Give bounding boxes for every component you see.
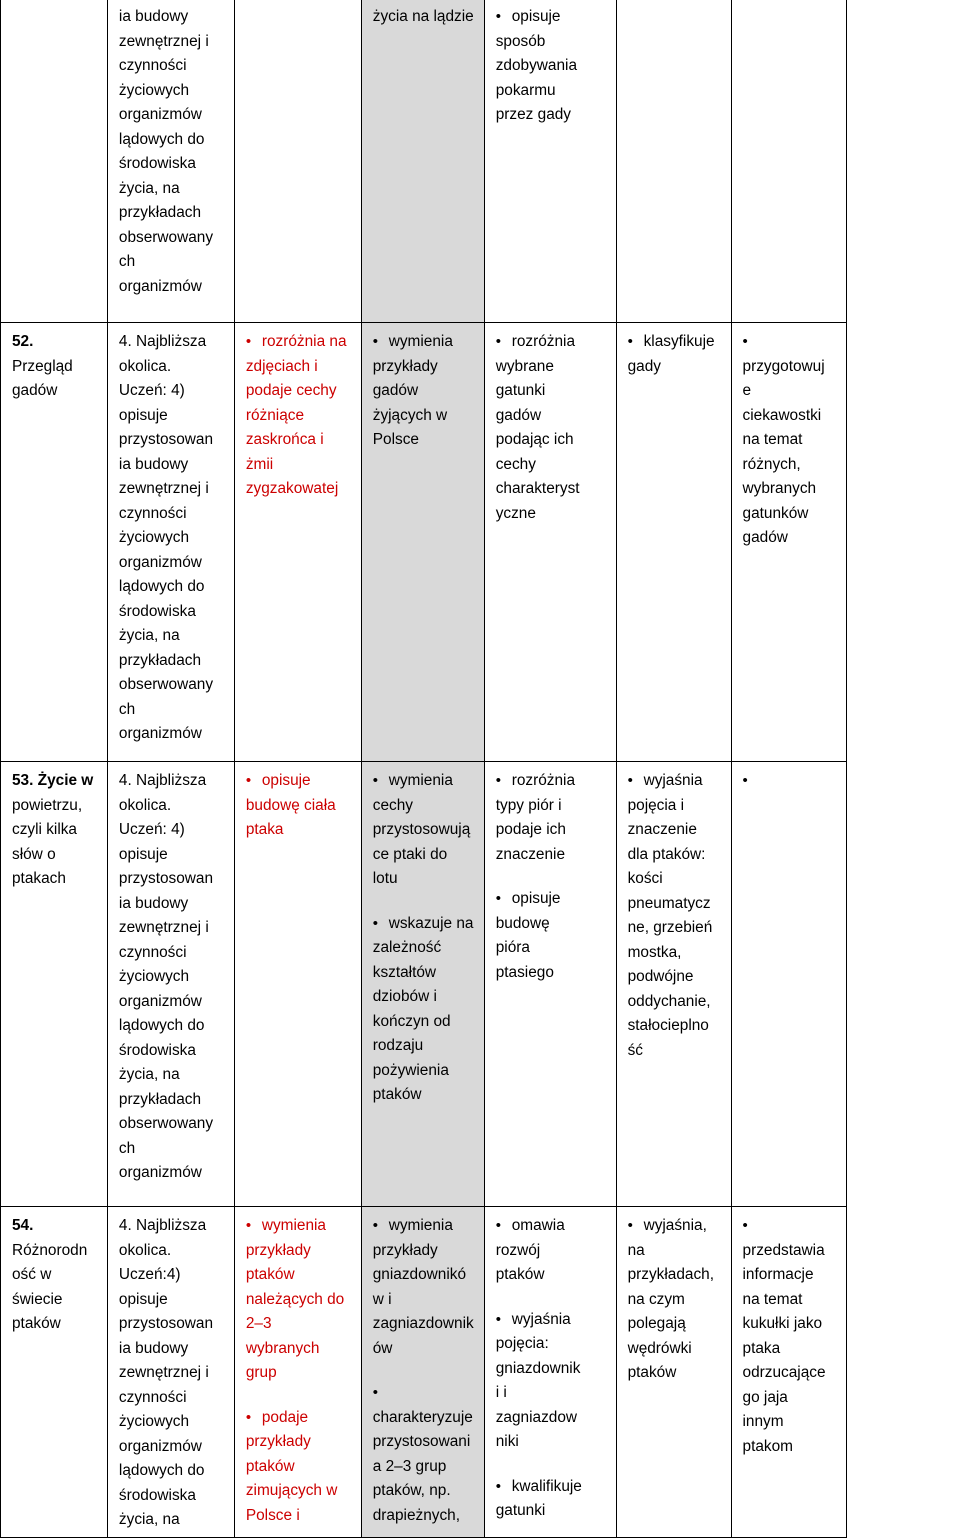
bullet-continuation: e: [742, 382, 752, 399]
requirement-line: środowiska: [118, 155, 196, 172]
requirement-line: zewnętrznej i: [118, 480, 209, 497]
requirement-line: ia budowy: [118, 894, 189, 912]
bullet-continuation: ptaków: [627, 1364, 677, 1381]
bullet-continuation: Polsce i: [245, 1506, 300, 1524]
topic-line: Różnorodn: [12, 1241, 88, 1259]
bullet-continuation: znaczenie: [495, 845, 566, 863]
level-dopelniajacy-cell: [616, 0, 731, 323]
topic-cell: [1, 0, 108, 323]
level-wykraczajacy-cell: [731, 762, 847, 1207]
bullet-continuation: cechy: [372, 796, 413, 814]
bullet-continuation: pióra: [495, 939, 530, 956]
requirement-line: Uczeń:4): [118, 1266, 181, 1283]
requirement-line: zewnętrznej i: [118, 1364, 209, 1381]
requirement-line: obserwowany: [118, 1115, 214, 1132]
bullet-continuation: ptaków: [372, 1086, 422, 1103]
bullet-continuation: zdobywania: [495, 57, 578, 74]
bullet-continuation: podaje cechy: [245, 382, 337, 399]
bullet-continuation: zdjęciach i: [245, 357, 318, 375]
bullet-continuation: pożywienia: [372, 1061, 449, 1079]
bullet-item: • rozróżnia na: [246, 330, 357, 355]
requirement-line: środowiska: [118, 602, 196, 620]
requirements-cell: [107, 0, 234, 323]
bullet-continuation: wybranych: [245, 1339, 320, 1357]
requirement-line: ch: [118, 1139, 136, 1157]
topic-line: ptaków: [12, 1315, 61, 1332]
topic-cell: [1, 762, 108, 1207]
bullet-item: [743, 330, 843, 355]
requirement-line: życia, na: [118, 1511, 180, 1528]
level-rozszerzony-cell: [484, 323, 616, 762]
bullet-continuation: Polsce: [372, 431, 419, 448]
bullet-continuation: należących do: [245, 1290, 345, 1308]
level-dopelniajacy-cell: [616, 762, 731, 1207]
requirement-line: organizmów: [118, 277, 202, 295]
topic-line: słów o: [12, 845, 56, 863]
requirement-line: opisuje: [118, 1290, 168, 1308]
bullet-continuation: gadów: [495, 406, 542, 424]
bullet-continuation: ptaków, np.: [372, 1482, 451, 1499]
requirements-cell: [107, 762, 234, 1207]
requirement-line: zewnętrznej i: [118, 32, 209, 50]
requirement-line: przystosowan: [118, 870, 214, 887]
bullet-item: • kwalifikuje: [496, 1475, 612, 1500]
bullet-continuation: zygzakowatej: [245, 480, 339, 497]
level-rozszerzony-cell: [484, 1207, 616, 1538]
requirement-line: okolica.: [118, 796, 172, 814]
bullet-continuation: podwójne: [627, 968, 694, 985]
bullet-continuation: drapieżnych,: [372, 1506, 461, 1524]
requirement-line: ia budowy: [118, 1339, 189, 1357]
bullet-continuation: stałocieplno: [627, 1017, 709, 1034]
requirement-line: obserwowany: [118, 228, 214, 246]
bullet-continuation: przez gady: [495, 106, 572, 123]
bullet-item: • wyjaśnia: [496, 1308, 612, 1333]
bullet-item: [373, 1381, 480, 1406]
requirement-line: życiowych: [118, 1413, 190, 1430]
level-podstawowy-cell: [361, 1207, 484, 1538]
requirement-line: życia, na: [118, 1066, 180, 1083]
bullet-continuation: dla ptaków:: [627, 845, 706, 863]
bullet-continuation: gadów: [742, 529, 788, 546]
bullet-continuation: kości: [627, 870, 663, 887]
bullet-continuation: przystosowani: [372, 1433, 471, 1450]
bullet-continuation: ów: [372, 1339, 393, 1357]
requirement-line: czynności: [118, 57, 187, 74]
requirement-line: lądowych do: [118, 1462, 205, 1479]
topic-line: czyli kilka: [12, 821, 77, 838]
topic-line: powietrzu,: [12, 796, 83, 814]
level-konieczny-cell: [234, 323, 361, 762]
requirement-line: lądowych do: [118, 578, 205, 595]
topic-line: Przegląd: [12, 357, 73, 375]
level-podstawowy-cell: [361, 323, 484, 762]
bullet-gap: [496, 1288, 612, 1308]
bullet-item: • rozróżnia: [496, 330, 612, 355]
bullet-item: [743, 1214, 843, 1239]
bullet-continuation: budowę ciała: [245, 796, 336, 814]
topic-line: 54.: [12, 1217, 34, 1234]
table-row: [1, 323, 960, 762]
bullet-item: • opisuje: [496, 887, 612, 912]
bullet-continuation: gadów: [372, 382, 419, 399]
bullet-continuation: charakteryst: [495, 480, 580, 497]
bullet-continuation: 2–3: [245, 1315, 272, 1332]
bullet-continuation: pojęcia i: [627, 796, 685, 814]
bullet-continuation: ce ptaki do: [372, 845, 448, 863]
requirement-line: organizmów: [118, 1437, 202, 1455]
requirement-line: czynności: [118, 504, 187, 522]
requirement-line: lądowych do: [118, 130, 205, 148]
bullet-continuation: cechy: [495, 455, 536, 473]
level-konieczny-cell: [234, 0, 361, 323]
requirement-line: ch: [118, 700, 136, 718]
bullet-item: • rozróżnia: [496, 769, 612, 794]
bullet-continuation: ptakom: [742, 1437, 793, 1455]
bullet-item: • wymienia: [373, 330, 480, 355]
topic-line: ptakach: [12, 870, 66, 887]
bullet-item: • wymienia: [246, 1214, 357, 1239]
bullet-continuation: ptaków: [245, 1266, 295, 1283]
bullet-continuation: pneumatycz: [627, 894, 711, 912]
bullet-continuation: budowę: [495, 914, 550, 932]
bullet-continuation: wybrane: [495, 357, 554, 375]
topic-line: świecie: [12, 1290, 63, 1308]
requirement-line: przystosowan: [118, 431, 214, 448]
bullet-continuation: przykładach,: [627, 1266, 714, 1283]
requirement-line: lądowych do: [118, 1017, 205, 1034]
bullet-continuation: na: [627, 1241, 645, 1259]
bullet-continuation: typy piór i: [495, 796, 562, 814]
bullet-item: • opisuje: [246, 769, 357, 794]
bullet-continuation: mostka,: [627, 943, 682, 961]
bullet-continuation: przygotowuj: [742, 357, 825, 375]
requirement-line: środowiska: [118, 1041, 196, 1059]
bullet-continuation: przedstawia: [742, 1241, 825, 1259]
bullet-continuation: ść: [627, 1041, 643, 1059]
requirement-line: 4. Najbliższa: [118, 772, 207, 789]
bullet-continuation: niki: [495, 1433, 519, 1450]
requirement-line: ch: [118, 253, 136, 270]
requirements-cell: [107, 1207, 234, 1538]
requirement-line: życia, na: [118, 179, 180, 197]
requirement-line: przykładach: [118, 651, 202, 669]
requirement-line: organizmów: [118, 992, 202, 1010]
topic-line: 53. Życie w: [12, 772, 94, 789]
requirement-line: życia, na: [118, 627, 180, 644]
bullet-continuation: charakteryzuje: [372, 1408, 473, 1426]
bullet-continuation: informacje: [742, 1266, 814, 1283]
bullet-gap: [373, 892, 480, 912]
requirement-line: czynności: [118, 1388, 187, 1406]
bullet-continuation: pojęcia:: [495, 1335, 549, 1352]
bullet-continuation: zagniazdow: [495, 1408, 578, 1426]
bullet-continuation: zależność: [372, 939, 442, 956]
bullet-continuation: różnych,: [742, 455, 801, 473]
bullet-item: • wyjaśnia: [628, 769, 727, 794]
level-rozszerzony-cell: [484, 762, 616, 1207]
requirement-line: okolica.: [118, 1241, 172, 1259]
requirement-line: organizmów: [118, 553, 202, 571]
bullet-continuation: przystosowują: [372, 821, 471, 838]
bullet-continuation: innym: [742, 1413, 784, 1430]
bullet-item: • wyjaśnia,: [628, 1214, 727, 1239]
bullet-continuation: zagniazdownik: [372, 1315, 474, 1332]
requirement-line: czynności: [118, 943, 187, 961]
bullet-item: • wskazuje na: [373, 912, 480, 937]
bullet-continuation: i i: [495, 1384, 507, 1401]
bullet-continuation: kształtów: [372, 963, 437, 981]
requirement-line: okolica.: [118, 357, 172, 375]
bullet-continuation: rodzaju: [372, 1037, 424, 1054]
bullet-continuation: na temat: [742, 1290, 803, 1308]
bullet-gap: [496, 867, 612, 887]
bullet-continuation: żmii: [245, 455, 274, 473]
requirement-line: życiowych: [118, 529, 190, 546]
level-podstawowy-cell: [361, 762, 484, 1207]
bullet-continuation: dziobów i: [372, 988, 437, 1005]
bullet-continuation: ptaka: [245, 821, 284, 838]
table-body: [1, 0, 960, 1537]
level-dopelniajacy-cell: [616, 1207, 731, 1538]
bullet-continuation: znaczenie: [627, 821, 697, 838]
requirement-line: ia budowy: [118, 8, 189, 25]
bullet-continuation: gniazdownik: [495, 1359, 581, 1377]
requirement-line: środowiska: [118, 1486, 196, 1504]
requirement-line: przystosowan: [118, 1315, 214, 1332]
level-dopelniajacy-cell: [616, 323, 731, 762]
bullet-continuation: przykłady: [372, 357, 438, 375]
bullet-continuation: ptaka: [742, 1339, 781, 1357]
level-wykraczajacy-cell: [731, 323, 847, 762]
bullet-continuation: grup: [245, 1364, 277, 1381]
bullet-continuation: przykłady: [245, 1433, 311, 1450]
requirement-line: życiowych: [118, 81, 190, 99]
topic-line: ość w: [12, 1266, 52, 1283]
bullet-continuation: podaje ich: [495, 821, 566, 838]
requirement-line: Uczeń: 4): [118, 821, 185, 838]
bullet-continuation: lotu: [372, 870, 398, 887]
bullet-continuation: podając ich: [495, 431, 574, 448]
level-podstawowy-cell: [361, 0, 484, 323]
bullet-continuation: na temat: [742, 431, 803, 448]
requirement-line: organizmów: [118, 725, 202, 742]
table-row: [1, 0, 960, 323]
bullet-continuation: polegają: [627, 1315, 686, 1332]
bullet-continuation: kończyn od: [372, 1012, 451, 1030]
requirement-line: Uczeń: 4): [118, 382, 185, 399]
requirement-line: organizmów: [118, 1164, 202, 1181]
bullet-continuation: wybranych: [742, 480, 817, 497]
requirement-line: opisuje: [118, 845, 168, 863]
requirements-cell: [107, 323, 234, 762]
bullet-continuation: a 2–3 grup: [372, 1457, 447, 1475]
bullet-continuation: ptaków: [495, 1266, 545, 1283]
bullet-continuation: różniące: [245, 406, 305, 424]
requirement-line: 4. Najbliższa: [118, 1217, 207, 1234]
bullet-continuation: rozwój: [495, 1241, 541, 1259]
level-konieczny-cell: [234, 1207, 361, 1538]
requirement-line: przykładach: [118, 1090, 202, 1108]
bullet-item: • podaje: [246, 1406, 357, 1431]
cell-line: życia na lądzie: [372, 8, 474, 25]
bullet-gap: [496, 1455, 612, 1475]
bullet-continuation: ciekawostki: [742, 406, 822, 424]
bullet-continuation: przykłady: [372, 1241, 438, 1259]
bullet-continuation: gniazdownikó: [372, 1266, 467, 1283]
level-wykraczajacy-cell: [731, 0, 847, 323]
topic-line: 52.: [12, 333, 34, 350]
level-rozszerzony-cell: [484, 0, 616, 323]
topic-cell: [1, 323, 108, 762]
table-row: [1, 1207, 960, 1538]
bullet-item: • wymienia: [373, 769, 480, 794]
bullet-continuation: gatunki: [495, 1502, 546, 1519]
bullet-continuation: ptaków: [245, 1457, 295, 1475]
bullet-continuation: pokarmu: [495, 81, 556, 99]
bullet-gap: [373, 1361, 480, 1381]
bullet-item: [743, 769, 843, 794]
requirement-line: 4. Najbliższa: [118, 333, 207, 350]
bullet-continuation: ne, grzebień: [627, 919, 713, 936]
bullet-item: • opisuje: [496, 5, 612, 30]
table-row: [1, 762, 960, 1207]
bullet-continuation: zimujących w: [245, 1482, 338, 1499]
topic-cell: [1, 1207, 108, 1538]
requirement-line: zewnętrznej i: [118, 919, 209, 936]
requirement-line: przykładach: [118, 204, 202, 221]
bullet-continuation: go jaja: [742, 1388, 788, 1406]
level-konieczny-cell: [234, 762, 361, 1207]
bullet-continuation: gatunków: [742, 504, 809, 522]
bullet-continuation: wędrówki: [627, 1339, 692, 1357]
requirement-line: życiowych: [118, 968, 190, 985]
requirement-line: opisuje: [118, 406, 168, 424]
bullet-continuation: odrzucające: [742, 1364, 826, 1381]
bullet-continuation: kukułki jako: [742, 1315, 823, 1332]
bullet-continuation: yczne: [495, 504, 536, 522]
bullet-continuation: przykłady: [245, 1241, 311, 1259]
bullet-item: • klasyfikuje: [628, 330, 727, 355]
bullet-continuation: sposób: [495, 32, 546, 50]
bullet-continuation: gady: [627, 357, 661, 375]
bullet-continuation: na czym: [627, 1290, 685, 1308]
bullet-continuation: w i: [372, 1290, 392, 1308]
bullet-item: • omawia: [496, 1214, 612, 1239]
bullet-item: • wymienia: [373, 1214, 480, 1239]
bullet-continuation: zaskrońca i: [245, 431, 324, 448]
bullet-continuation: gatunki: [495, 382, 546, 399]
bullet-continuation: ptasiego: [495, 963, 554, 981]
requirement-line: ia budowy: [118, 455, 189, 473]
bullet-continuation: oddychanie,: [627, 992, 711, 1010]
bullet-continuation: żyjących w: [372, 406, 448, 424]
requirement-line: organizmów: [118, 106, 202, 123]
bullet-gap: [246, 1386, 357, 1406]
requirement-line: obserwowany: [118, 676, 214, 693]
topic-line: gadów: [12, 382, 58, 399]
level-wykraczajacy-cell: [731, 1207, 847, 1538]
